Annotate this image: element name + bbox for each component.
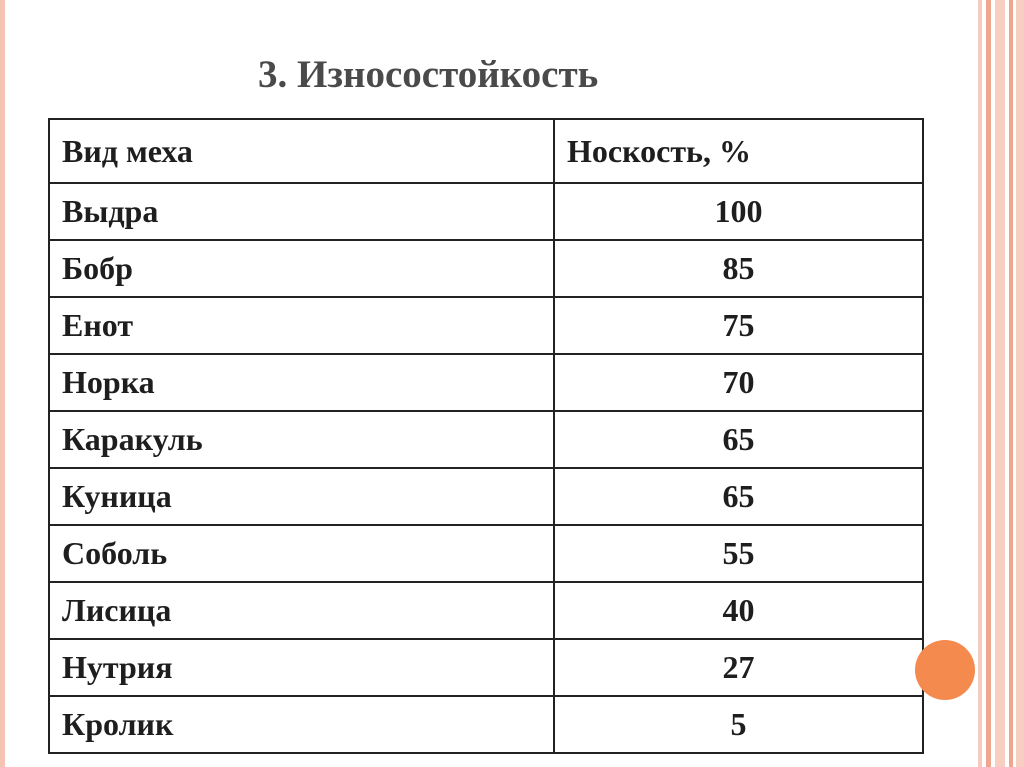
- wear-value-cell: 5: [554, 696, 923, 753]
- left-border-decoration: [0, 0, 5, 767]
- table-row: [49, 240, 923, 297]
- table-row: [49, 411, 923, 468]
- wear-value-cell: 40: [554, 582, 923, 639]
- orange-circle-decoration: [915, 640, 975, 700]
- right-stripe-decoration: [995, 0, 1005, 767]
- table-row: [49, 696, 923, 753]
- fur-wear-table: [48, 118, 924, 754]
- right-stripe-decoration: [986, 0, 991, 767]
- fur-name-cell: Лисица: [49, 582, 554, 639]
- wear-value-cell: 85: [554, 240, 923, 297]
- fur-name-cell: Кролик: [49, 696, 554, 753]
- fur-name-cell: Куница: [49, 468, 554, 525]
- table-row: [49, 639, 923, 696]
- wear-value-cell: 55: [554, 525, 923, 582]
- fur-name-cell: Норка: [49, 354, 554, 411]
- table-row: [49, 297, 923, 354]
- column-header-fur-type: Вид меха: [49, 119, 554, 183]
- fur-name-cell: Выдра: [49, 183, 554, 240]
- fur-name-cell: Енот: [49, 297, 554, 354]
- table-row: [49, 468, 923, 525]
- table-row: [49, 582, 923, 639]
- wear-value-cell: 27: [554, 639, 923, 696]
- table-header-row: [49, 119, 923, 183]
- table-row: [49, 354, 923, 411]
- wear-value-cell: 70: [554, 354, 923, 411]
- wear-value-cell: 65: [554, 468, 923, 525]
- fur-name-cell: Нутрия: [49, 639, 554, 696]
- right-stripe-decoration: [1009, 0, 1013, 767]
- column-header-wear-percent: Носкость, %: [554, 119, 923, 183]
- slide-title: 3. Износостойкость: [258, 53, 599, 96]
- fur-name-cell: Каракуль: [49, 411, 554, 468]
- right-stripe-decoration: [978, 0, 982, 767]
- table-row: [49, 183, 923, 240]
- wear-value-cell: 100: [554, 183, 923, 240]
- table-row: [49, 525, 923, 582]
- wear-value-cell: 75: [554, 297, 923, 354]
- fur-name-cell: Соболь: [49, 525, 554, 582]
- right-stripe-decoration: [1016, 0, 1024, 767]
- wear-value-cell: 65: [554, 411, 923, 468]
- fur-name-cell: Бобр: [49, 240, 554, 297]
